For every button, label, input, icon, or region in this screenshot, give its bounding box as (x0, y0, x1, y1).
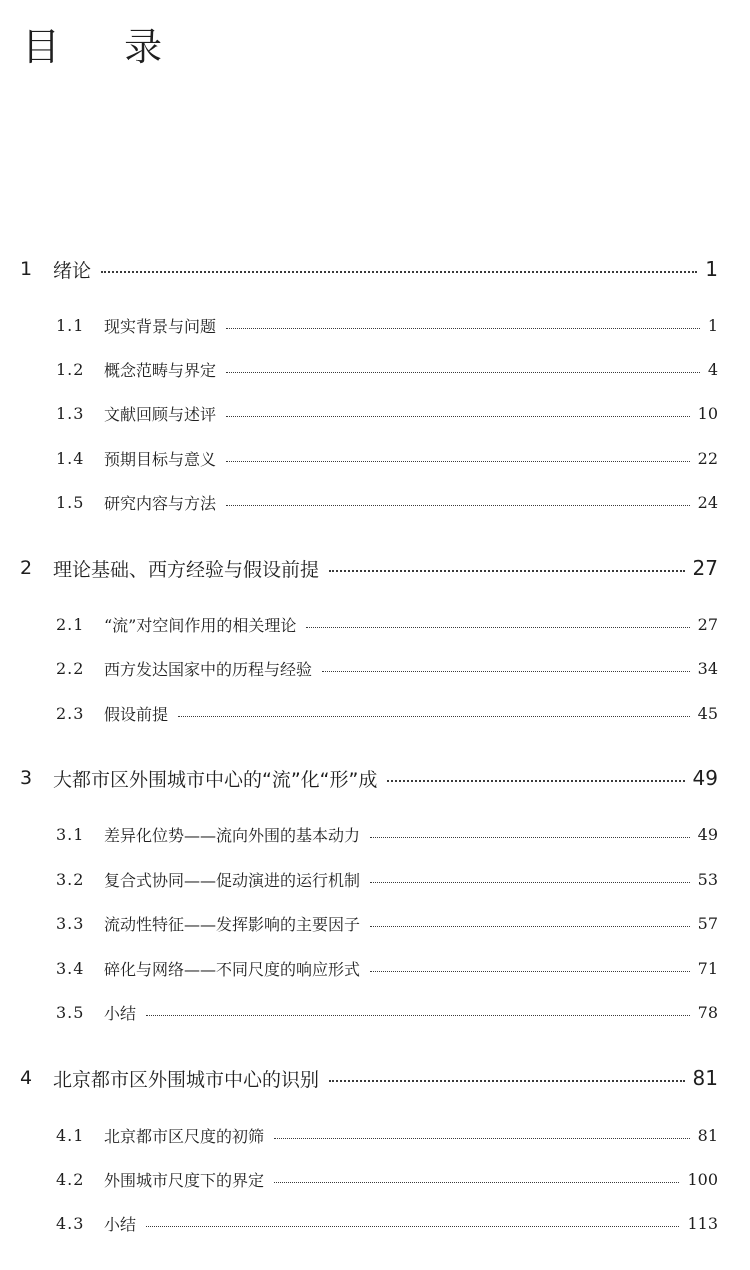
toc-section-3-1[interactable] (56, 819, 718, 849)
section-number: 3.5 (56, 1002, 85, 1022)
toc-chapter-2[interactable] (20, 550, 718, 586)
page-number: 53 (697, 869, 718, 889)
toc-section-4-2[interactable] (56, 1164, 718, 1194)
page-number: 22 (697, 448, 718, 468)
section-title: 复合式协同——促动演进的运行机制 (104, 870, 361, 890)
dot-leader (370, 926, 690, 927)
chapter-number: 1 (20, 258, 33, 280)
dot-leader (306, 627, 689, 628)
section-title: 小结 (104, 1214, 137, 1234)
dot-leader (146, 1226, 679, 1227)
toc-section-3-5[interactable] (56, 997, 718, 1027)
dot-leader (387, 780, 684, 782)
section-title: 预期目标与意义 (104, 449, 217, 469)
section-number: 3.3 (56, 913, 85, 933)
page-number: 1 (705, 257, 718, 281)
page-number: 1 (707, 315, 718, 335)
page-number: 81 (697, 1125, 718, 1145)
chapter-title: 绪论 (53, 259, 92, 282)
page-number: 57 (697, 913, 718, 933)
section-number: 2.1 (56, 614, 85, 634)
toc-section-3-4[interactable] (56, 953, 718, 983)
page-number: 10 (697, 403, 718, 423)
section-title: 碎化与网络——不同尺度的响应形式 (104, 959, 361, 979)
page-number: 34 (697, 658, 718, 678)
dot-leader (226, 461, 690, 462)
section-title: 外围城市尺度下的界定 (104, 1170, 265, 1190)
section-title: 文献回顾与述评 (104, 404, 217, 424)
toc-section-4-3[interactable] (56, 1208, 718, 1238)
toc-section-1-5[interactable] (56, 487, 718, 517)
page-number: 113 (687, 1213, 718, 1233)
toc-chapter-4[interactable] (20, 1060, 718, 1096)
page-title: 目 录 (22, 25, 189, 69)
section-number: 1.4 (56, 448, 85, 468)
toc-section-2-3[interactable] (56, 698, 718, 728)
page-number: 78 (697, 1002, 718, 1022)
dot-leader (146, 1015, 690, 1016)
page-number: 24 (697, 492, 718, 512)
section-number: 1.5 (56, 492, 85, 512)
dot-leader (226, 505, 690, 506)
page-number: 49 (697, 824, 718, 844)
section-number: 1.1 (56, 315, 85, 335)
chapter-number: 2 (20, 557, 33, 579)
dot-leader (101, 271, 697, 273)
toc-section-1-1[interactable] (56, 310, 718, 340)
chapter-number: 3 (20, 767, 33, 789)
section-title: 概念范畴与界定 (104, 360, 217, 380)
section-title: 北京都市区尺度的初筛 (104, 1126, 265, 1146)
dot-leader (322, 671, 690, 672)
dot-leader (178, 716, 690, 717)
section-title: 流动性特征——发挥影响的主要因子 (104, 914, 361, 934)
section-title: 现实背景与问题 (104, 316, 217, 336)
section-title: 西方发达国家中的历程与经验 (104, 659, 313, 679)
section-number: 3.1 (56, 824, 85, 844)
toc-section-2-2[interactable] (56, 653, 718, 683)
dot-leader (274, 1182, 679, 1183)
page-number: 4 (707, 359, 718, 379)
toc-chapter-1[interactable] (20, 251, 718, 287)
chapter-title: 北京都市区外围城市中心的识别 (53, 1068, 320, 1091)
toc-section-1-4[interactable] (56, 443, 718, 473)
section-number: 2.3 (56, 703, 85, 723)
section-number: 1.2 (56, 359, 85, 379)
page-number: 45 (697, 703, 718, 723)
section-title: 小结 (104, 1003, 137, 1023)
page-number: 81 (692, 1066, 718, 1090)
section-title: 差异化位势——流向外围的基本动力 (104, 825, 361, 845)
toc-chapter-3[interactable] (20, 760, 718, 796)
section-number: 3.4 (56, 958, 85, 978)
section-number: 1.3 (56, 403, 85, 423)
page-number: 49 (692, 766, 718, 790)
page-number: 71 (697, 958, 718, 978)
dot-leader (370, 837, 690, 838)
chapter-number: 4 (20, 1067, 33, 1089)
page-number: 100 (687, 1169, 718, 1189)
section-number: 4.3 (56, 1213, 85, 1233)
dot-leader (226, 416, 690, 417)
dot-leader (329, 1080, 685, 1082)
section-title: “流”对空间作用的相关理论 (104, 615, 297, 635)
section-number: 2.2 (56, 658, 85, 678)
toc-section-1-2[interactable] (56, 354, 718, 384)
dot-leader (226, 372, 700, 373)
dot-leader (274, 1138, 690, 1139)
toc-section-3-3[interactable] (56, 908, 718, 938)
dot-leader (329, 570, 685, 572)
chapter-title: 大都市区外围城市中心的“流”化“形”成 (53, 768, 378, 791)
toc-section-2-1[interactable] (56, 609, 718, 639)
toc-section-3-2[interactable] (56, 864, 718, 894)
page-number: 27 (692, 556, 718, 580)
dot-leader (370, 971, 690, 972)
section-title: 假设前提 (104, 704, 169, 724)
section-title: 研究内容与方法 (104, 493, 217, 513)
page-number: 27 (697, 614, 718, 634)
section-number: 4.1 (56, 1125, 85, 1145)
toc-section-1-3[interactable] (56, 398, 718, 428)
section-number: 3.2 (56, 869, 85, 889)
dot-leader (370, 882, 690, 883)
chapter-title: 理论基础、西方经验与假设前提 (53, 558, 320, 581)
dot-leader (226, 328, 700, 329)
toc-section-4-1[interactable] (56, 1120, 718, 1150)
section-number: 4.2 (56, 1169, 85, 1189)
